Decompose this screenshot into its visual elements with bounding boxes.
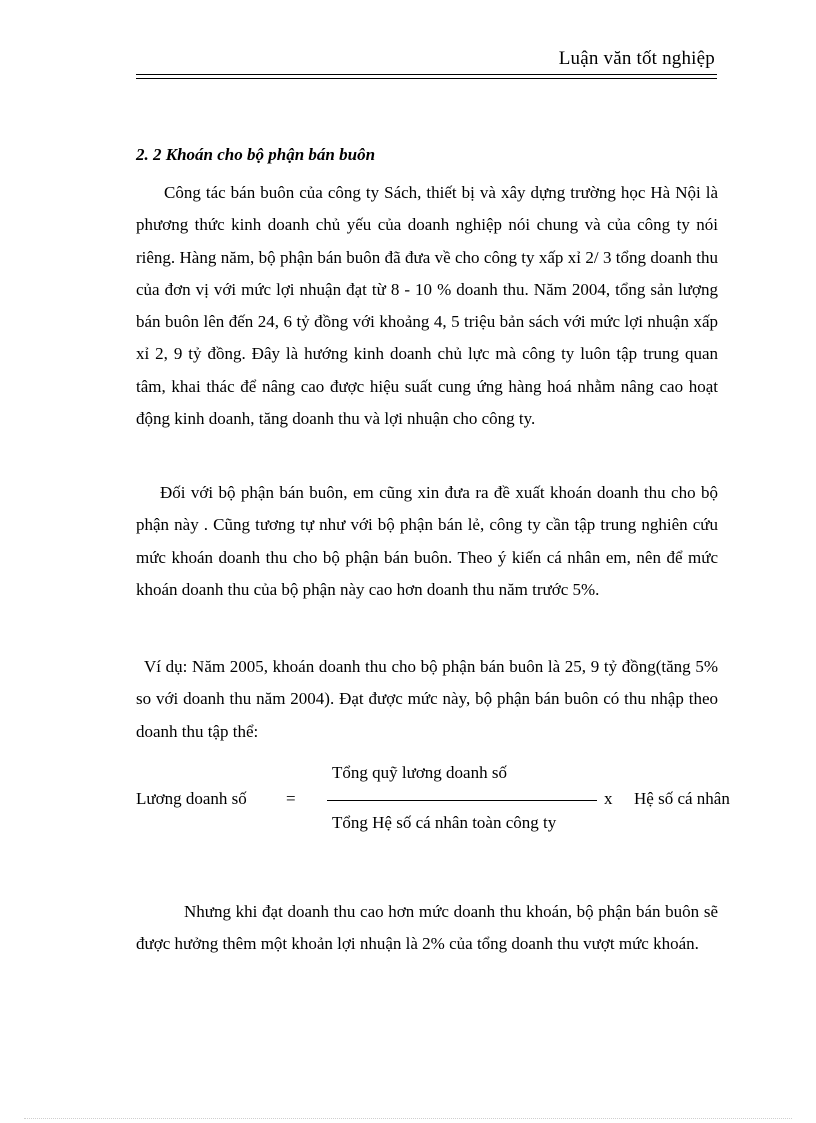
header-rule-top [136, 74, 717, 75]
page-header-title: Luận văn tốt nghiệp [558, 48, 715, 69]
section-heading: 2. 2 Khoán cho bộ phận bán buôn [136, 145, 376, 164]
fraction-bar [327, 800, 597, 801]
formula-equals: = [286, 789, 296, 808]
header-rule-bottom [136, 78, 717, 79]
paragraph-wholesale-intro: Công tác bán buôn của công ty Sách, thiết bị và xây dựng trường học Hà Nội là phương thức kinh doanh chủ yếu của doanh nghiệp nói chung và của công ty nói riêng. Hàng năm, bộ phận bán buôn đã đưa về cho công ty xấp xỉ 2/ 3 tổng doanh thu của đơn vị với mức lợi nhuận đạt từ 8 - 10 % doanh thu. Năm 2004, tổng sản lượng bán buôn lên đến 24, 6 tỷ đồng với khoảng 4, 5 triệu bản sách với mức lợi nhuận xấp xỉ 2, 9 tỷ đồng. Đây là hướng kinh doanh chủ lực mà công ty luôn tập trung quan tâm, khai thác để nâng cao được hiệu suất cung ứng hàng hoá nhằm nâng cao hoạt động kinh doanh, tăng doanh thu và lợi nhuận cho công ty. [136, 183, 718, 429]
formula-times: x [604, 789, 613, 808]
paragraph-example: Ví dụ: Năm 2005, khoán doanh thu cho bộ phận bán buôn là 25, 9 tỷ đồng(tăng 5% so với doanh thu năm 2004). Đạt được mức này, bộ phận bán buôn có thu nhập theo doanh thu tập thể: [136, 657, 718, 741]
formula-lhs: Lương doanh số [136, 789, 247, 808]
formula-denominator: Tổng Hệ số cá nhân toàn công ty [332, 813, 557, 832]
paragraph-proposal: Đối với bộ phận bán buôn, em cũng xin đưa ra đề xuất khoán doanh thu cho bộ phận này . Cũng tương tự như với bộ phận bán lẻ, công ty cần tập trung nghiên cứu mức khoán doanh thu cho bộ phận bán buôn. Theo ý kiến cá nhân em, nên để mức khoán doanh thu của bộ phận này cao hơn doanh thu năm trước 5%. [136, 483, 718, 599]
formula-rhs: Hệ số cá nhân [634, 789, 730, 808]
formula-numerator: Tổng quỹ lương doanh số [332, 763, 507, 782]
page-bottom-dotted-border [24, 1118, 792, 1119]
paragraph-bonus: Nhưng khi đạt doanh thu cao hơn mức doanh thu khoán, bộ phận bán buôn sẽ được hưởng thêm một khoản lợi nhuận là 2% của tổng doanh thu vượt mức khoán. [136, 902, 718, 954]
